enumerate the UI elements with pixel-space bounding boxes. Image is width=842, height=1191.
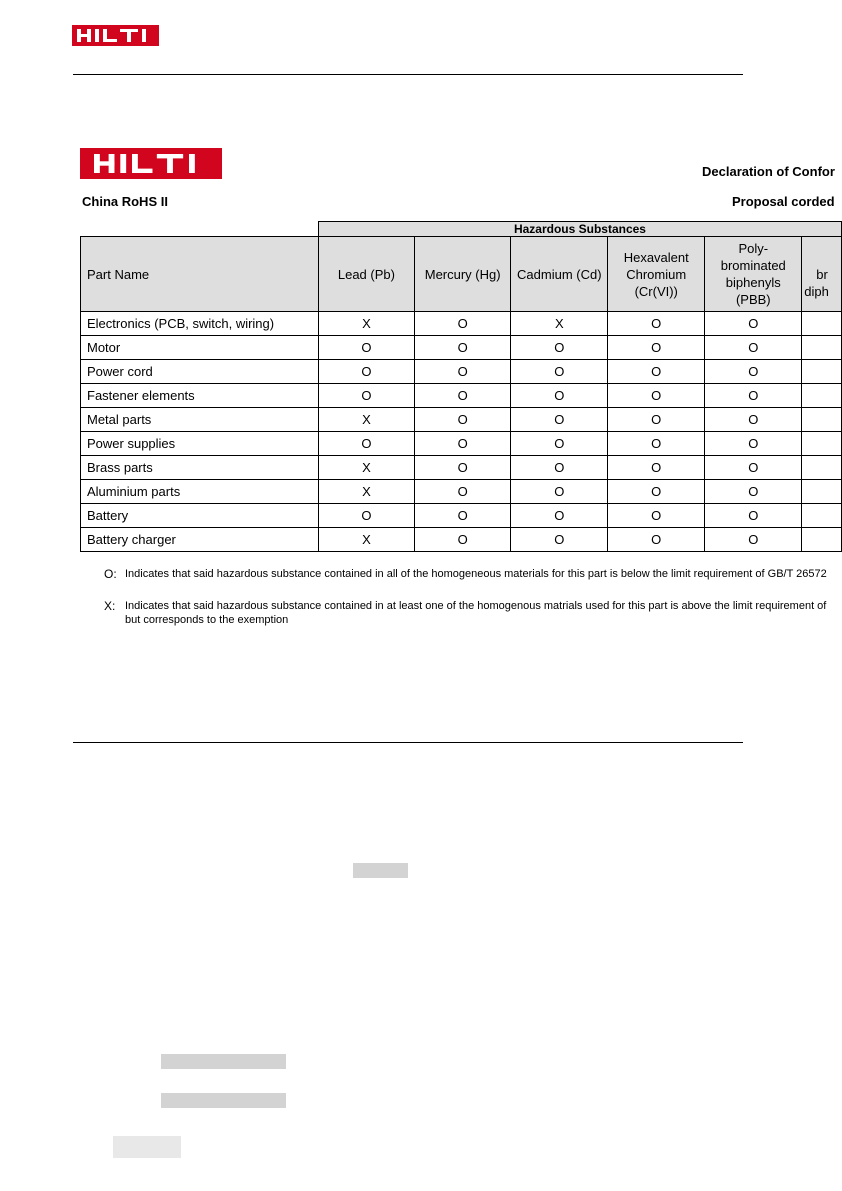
substance-value-cell	[802, 456, 842, 480]
substance-value-cell: O	[705, 480, 802, 504]
table-row	[81, 336, 842, 360]
substance-value-cell: O	[705, 384, 802, 408]
substance-value-cell: O	[705, 432, 802, 456]
substance-value-cell: O	[608, 528, 705, 552]
note-x	[104, 600, 842, 630]
regulation-label: China RoHS II	[82, 194, 168, 209]
substance-value-cell: O	[608, 408, 705, 432]
bottom-rule	[73, 742, 743, 743]
table-row	[81, 528, 842, 552]
table-corner-blank	[81, 222, 319, 237]
table-header-row	[81, 237, 842, 312]
substance-value-cell: O	[318, 384, 414, 408]
substance-value-cell: O	[705, 408, 802, 432]
substance-value-cell: O	[414, 312, 511, 336]
hazardous-substances-header: Hazardous Substances	[318, 222, 841, 237]
substance-value-cell: X	[511, 312, 608, 336]
declaration-logo	[80, 148, 222, 179]
redacted-block	[161, 1093, 286, 1108]
substance-value-cell: O	[318, 336, 414, 360]
note-o	[104, 568, 842, 584]
table-row	[81, 312, 842, 336]
substance-value-cell: O	[608, 336, 705, 360]
substance-value-cell: O	[705, 504, 802, 528]
part-name-cell: Battery charger	[81, 528, 319, 552]
note-x-text: Indicates that said hazardous substance contained in at least one of the homogenous matrials used for this part is above the limit requirement of	[125, 600, 827, 612]
substance-value-cell: X	[318, 528, 414, 552]
table-row	[81, 504, 842, 528]
table-row	[81, 480, 842, 504]
substance-value-cell: O	[414, 336, 511, 360]
table-row	[81, 360, 842, 384]
substance-value-cell: O	[608, 360, 705, 384]
table-row	[81, 456, 842, 480]
substance-value-cell: O	[414, 456, 511, 480]
substance-value-cell	[802, 336, 842, 360]
substance-value-cell: X	[318, 312, 414, 336]
substance-value-cell: O	[511, 408, 608, 432]
substance-value-cell: O	[414, 528, 511, 552]
substance-value-cell: O	[511, 528, 608, 552]
part-name-cell: Electronics (PCB, switch, wiring)	[81, 312, 319, 336]
substance-value-cell: O	[414, 432, 511, 456]
substance-value-cell: O	[608, 432, 705, 456]
substance-value-cell: O	[608, 456, 705, 480]
substance-value-cell: O	[318, 360, 414, 384]
substance-value-cell	[802, 408, 842, 432]
substance-value-cell: O	[318, 432, 414, 456]
note-x-text-continued: but corresponds to the exemption	[125, 614, 289, 626]
substance-value-cell	[802, 384, 842, 408]
part-name-cell: Motor	[81, 336, 319, 360]
substance-value-cell: O	[511, 480, 608, 504]
substance-value-cell	[802, 360, 842, 384]
substance-value-cell: O	[414, 480, 511, 504]
column-header: Poly- brominated biphenyls (PBB)	[705, 237, 802, 312]
part-name-cell: Fastener elements	[81, 384, 319, 408]
declaration-title: Declaration of Confor	[702, 164, 835, 179]
part-name-header: Part Name	[81, 237, 319, 312]
substance-value-cell: O	[705, 456, 802, 480]
substance-value-cell: O	[705, 336, 802, 360]
table-row	[81, 408, 842, 432]
column-header: br diph	[802, 237, 842, 312]
substance-value-cell	[802, 504, 842, 528]
substance-value-cell: O	[705, 360, 802, 384]
substance-value-cell: O	[608, 504, 705, 528]
top-rule	[73, 74, 743, 75]
substance-value-cell	[802, 528, 842, 552]
substance-value-cell: O	[414, 360, 511, 384]
note-x-symbol: X:	[104, 599, 116, 613]
column-header: Mercury (Hg)	[414, 237, 511, 312]
substance-value-cell: O	[414, 504, 511, 528]
substance-value-cell: O	[511, 336, 608, 360]
table-row	[81, 384, 842, 408]
rohs-table	[80, 221, 842, 552]
part-name-cell: Metal parts	[81, 408, 319, 432]
proposal-label: Proposal corded	[732, 194, 835, 209]
column-header: Cadmium (Cd)	[511, 237, 608, 312]
note-o-symbol: O:	[104, 567, 117, 581]
part-name-cell: Aluminium parts	[81, 480, 319, 504]
substance-value-cell: O	[414, 408, 511, 432]
part-name-cell: Power supplies	[81, 432, 319, 456]
substance-value-cell: X	[318, 480, 414, 504]
substance-value-cell: O	[705, 312, 802, 336]
hilti-logo-mark	[77, 29, 155, 42]
substance-value-cell: X	[318, 456, 414, 480]
substance-value-cell: O	[511, 360, 608, 384]
column-header: Hexavalent Chromium (Cr(VI))	[608, 237, 705, 312]
substance-value-cell: O	[511, 384, 608, 408]
redacted-block	[161, 1054, 286, 1069]
declaration-logo-mark	[89, 154, 213, 173]
table-row	[81, 432, 842, 456]
redacted-block	[353, 863, 408, 878]
substance-value-cell	[802, 480, 842, 504]
hilti-logo	[72, 25, 159, 46]
part-name-cell: Brass parts	[81, 456, 319, 480]
substance-value-cell: O	[511, 504, 608, 528]
substance-value-cell: O	[705, 528, 802, 552]
table-group-header-row	[81, 222, 842, 237]
substance-value-cell: O	[511, 432, 608, 456]
substance-value-cell: X	[318, 408, 414, 432]
substance-value-cell: O	[608, 384, 705, 408]
column-header: Lead (Pb)	[318, 237, 414, 312]
substance-value-cell: O	[608, 312, 705, 336]
substance-value-cell: O	[511, 456, 608, 480]
substance-value-cell	[802, 312, 842, 336]
substance-value-cell	[802, 432, 842, 456]
redacted-block	[113, 1136, 181, 1158]
substance-value-cell: O	[414, 384, 511, 408]
part-name-cell: Power cord	[81, 360, 319, 384]
substance-value-cell: O	[608, 480, 705, 504]
substance-value-cell: O	[318, 504, 414, 528]
part-name-cell: Battery	[81, 504, 319, 528]
note-o-text: Indicates that said hazardous substance contained in all of the homogeneous materials for this part is below the limit requirement of GB/T 26572	[125, 568, 827, 580]
